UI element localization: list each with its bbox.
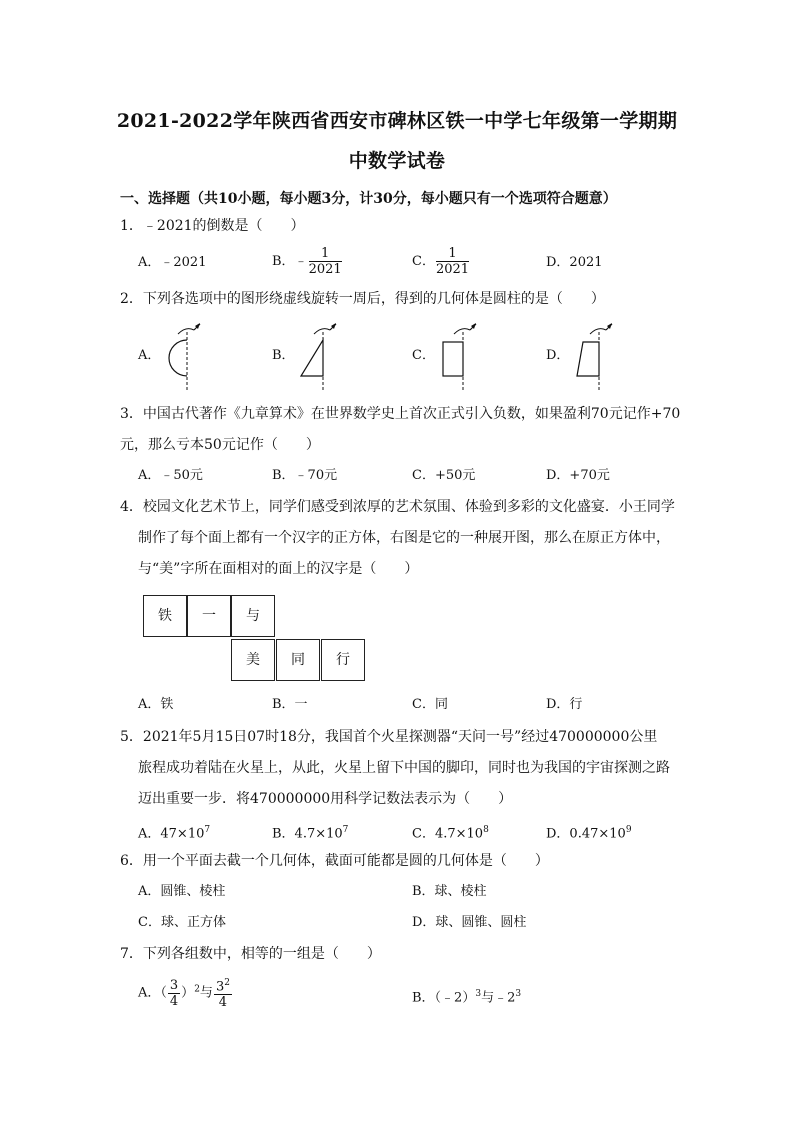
- q2-figure-b-triangle: [296, 320, 346, 392]
- net-cell: 美: [231, 639, 275, 681]
- q1-c-fraction: $\frac{1}{2021}$: [435, 246, 470, 277]
- q2-option-b: B．: [272, 348, 295, 363]
- q3-option-d: D．+70元: [546, 468, 610, 483]
- question-3-stem-line2: 元，那么亏本50元记作（ ）: [120, 437, 320, 453]
- q7-option-a: A．（ $\frac{3}{4}$ ）$^2$与 $\frac{3^2}{4}$: [138, 977, 230, 1011]
- exam-title-line1: 2021-2022学年陕西省西安市碑林区铁一中学七年级第一学期期: [116, 110, 678, 132]
- q6-option-a: A．圆锥、棱柱: [138, 884, 226, 899]
- exam-title-line2: 中数学试卷: [348, 150, 446, 172]
- question-7-stem: 7．下列各组数中，相等的一组是（ ）: [120, 946, 381, 962]
- q6-option-b: B．球、棱柱: [412, 884, 487, 899]
- q7-a-fraction2: $\frac{3^2}{4}$: [215, 978, 230, 1011]
- q2-option-c: C．: [412, 348, 435, 363]
- net-cell: 一: [187, 595, 231, 637]
- q4-option-c: C．同: [412, 697, 448, 712]
- q5-option-d: D．$0.47\times 10^9$: [546, 825, 632, 842]
- q1-b-fraction: $\frac{1}{2021}$: [308, 246, 342, 277]
- q1-option-b: B．﹣ $\frac{1}{2021}$: [272, 246, 342, 277]
- question-2-stem: 2．下列各选项中的图形绕虚线旋转一周后，得到的几何体是圆柱的是（ ）: [120, 291, 605, 307]
- q2-figure-c-rectangle: [436, 320, 486, 392]
- question-5-stem-line3: 迈出重要一步．将470000000用科学记数法表示为（ ）: [138, 791, 513, 807]
- q3-option-c: C．+50元: [412, 468, 476, 483]
- q1-option-c: C． $\frac{1}{2021}$: [412, 246, 470, 277]
- question-4-stem-line1: 4．校园文化艺术节上，同学们感受到浓厚的艺术氛围、体验到多彩的文化盛宴．小王同学: [120, 499, 675, 515]
- q1-option-d: D．2021: [546, 255, 603, 270]
- q3-option-b: B．﹣70元: [272, 468, 338, 483]
- q7-a-fraction1: $\frac{3}{4}$: [169, 977, 179, 1009]
- question-3-stem-line1: 3．中国古代著作《九章算术》在世界数学史上首次正式引入负数，如果盈利70元记作+70: [120, 406, 681, 422]
- net-cell: 铁: [143, 595, 187, 637]
- q5-option-b: B．$4.7\times 10^7$: [272, 825, 349, 842]
- q4-option-a: A．铁: [138, 697, 174, 712]
- question-4-stem-line2: 制作了每个面上都有一个汉字的正方体，右图是它的一种展开图，那么在原正方体中，: [138, 530, 670, 546]
- q2-figure-a-semicircle: [160, 320, 210, 392]
- net-cell: 同: [276, 639, 320, 681]
- q2-option-a: A．: [138, 348, 161, 363]
- q5-option-a: A．$47\times 10^7$: [138, 825, 211, 842]
- q2-figure-d-trapezoid: [572, 320, 622, 392]
- q4-option-b: B．一: [272, 697, 308, 712]
- q1-option-a: A．﹣2021: [138, 255, 207, 270]
- q7-option-b: B．（﹣2）$^3$与$﹣2^3$: [412, 989, 522, 1006]
- question-1-stem: 1．﹣2021的倒数是（ ）: [120, 218, 305, 234]
- question-4-stem-line3: 与“美”字所在面相对的面上的汉字是（ ）: [138, 561, 419, 577]
- q6-option-c: C．球、正方体: [138, 915, 226, 930]
- q2-option-d: D．: [546, 348, 570, 363]
- q3-option-a: A．﹣50元: [138, 468, 203, 483]
- q5-option-c: C．$4.7\times 10^8$: [412, 825, 489, 842]
- net-cell: 行: [321, 639, 365, 681]
- question-5-stem-line1: 5．2021年5月15日07时18分，我国首个火星探测器“天问一号”经过470000000公里: [120, 729, 658, 745]
- section-heading: 一、选择题（共10小题，每小题3分，计30分，每小题只有一个选项符合题意）: [120, 191, 617, 207]
- q4-option-d: D．行: [546, 697, 583, 712]
- net-cell: 与: [231, 595, 275, 637]
- question-5-stem-line2: 旅程成功着陆在火星上，从此，火星上留下中国的脚印，同时也为我国的宇宙探测之路: [138, 760, 670, 776]
- question-6-stem: 6．用一个平面去截一个几何体，截面可能都是圆的几何体是（ ）: [120, 853, 549, 869]
- q6-option-d: D．球、圆锥、圆柱: [412, 915, 527, 930]
